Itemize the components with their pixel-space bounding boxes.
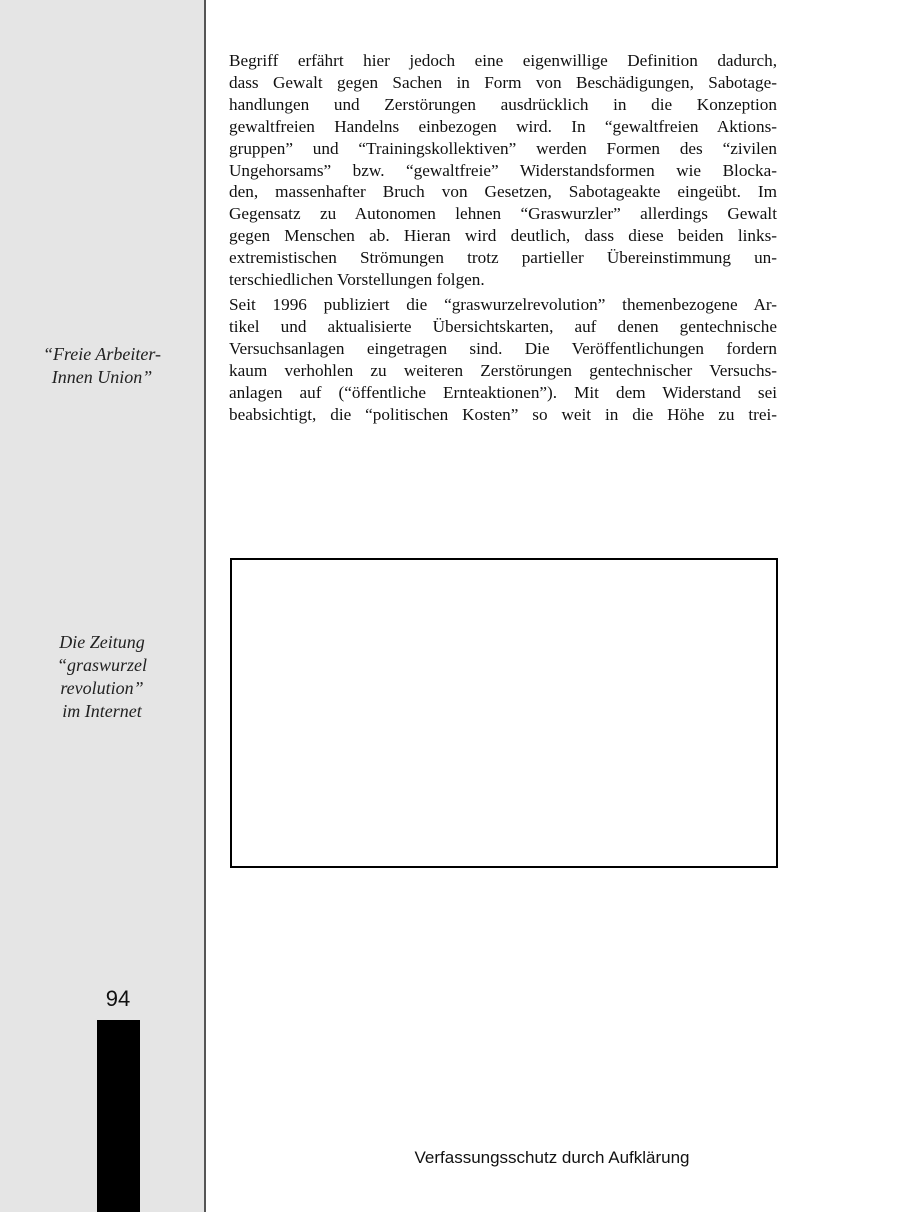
- page-number: 94: [105, 986, 131, 1011]
- text-line: handlungen und Zerstörungen ausdrücklich in die Konzeption: [229, 94, 777, 114]
- margin-note-zeitung: [0, 631, 204, 723]
- text-line: tikel und aktualisierte Übersichtskarten, auf denen gentechnische: [229, 316, 777, 336]
- paragraph-2: [229, 294, 777, 425]
- thumb-index-bar: [97, 1020, 140, 1212]
- image-placeholder-frame: [230, 558, 778, 868]
- text-line: Begriff erfährt hier jedoch eine eigenwillige Definition dadurch,: [229, 51, 777, 70]
- text-line: Seit 1996 publiziert die “graswurzelrevolution” themenbezogene Ar-: [229, 294, 777, 314]
- margin-note-line: im Internet: [62, 701, 142, 721]
- margin-note-line: Die Zeitung: [59, 632, 145, 652]
- text-line: gewaltfreien Handelns einbezogen wird. In “gewaltfreien Aktions-: [229, 116, 777, 136]
- body-text: [229, 50, 777, 428]
- text-line: gruppen” und “Trainingskollektiven” werden Formen des “zivilen: [229, 138, 777, 158]
- margin-note-line: revolution”: [60, 678, 144, 698]
- text-line: anlagen auf (“öffentliche Ernteaktionen”). Mit dem Widerstand sei: [229, 382, 777, 402]
- text-line: dass Gewalt gegen Sachen in Form von Beschädigungen, Sabotage-: [229, 72, 777, 92]
- paragraph-1: [229, 50, 777, 291]
- text-line: extremistischen Strömungen trotz partieller Übereinstimmung un-: [229, 248, 777, 268]
- text-line: gegen Menschen ab. Hieran wird deutlich, dass diese beiden links-: [229, 226, 777, 246]
- text-line: Gegensatz zu Autonomen lehnen “Graswurzler” allerdings Gewalt: [229, 204, 777, 224]
- text-line: kaum verhohlen zu weiteren Zerstörungen gentechnischer Versuchs-: [229, 360, 777, 380]
- text-line: Ungehorsams” bzw. “gewaltfreie” Widerstandsformen wie Blocka-: [229, 160, 777, 180]
- margin-note-line: Innen Union”: [51, 367, 153, 387]
- margin-note-line: “Freie Arbeiter-: [42, 344, 162, 364]
- text-line: terschiedlichen Vorstellungen folgen.: [229, 270, 485, 290]
- margin-note-line: “graswurzel: [56, 655, 148, 675]
- text-line: den, massenhafter Bruch von Gesetzen, Sabotageakte eingeübt. Im: [229, 182, 777, 202]
- text-line: Versuchsanlagen eingetragen sind. Die Veröffentlichungen fordern: [229, 338, 777, 358]
- page-footer: Verfassungsschutz durch Aufklärung: [414, 1148, 690, 1167]
- text-line: beabsichtigt, die “politischen Kosten” so weit in die Höhe zu trei-: [229, 404, 777, 424]
- margin-note-fau: [0, 343, 204, 389]
